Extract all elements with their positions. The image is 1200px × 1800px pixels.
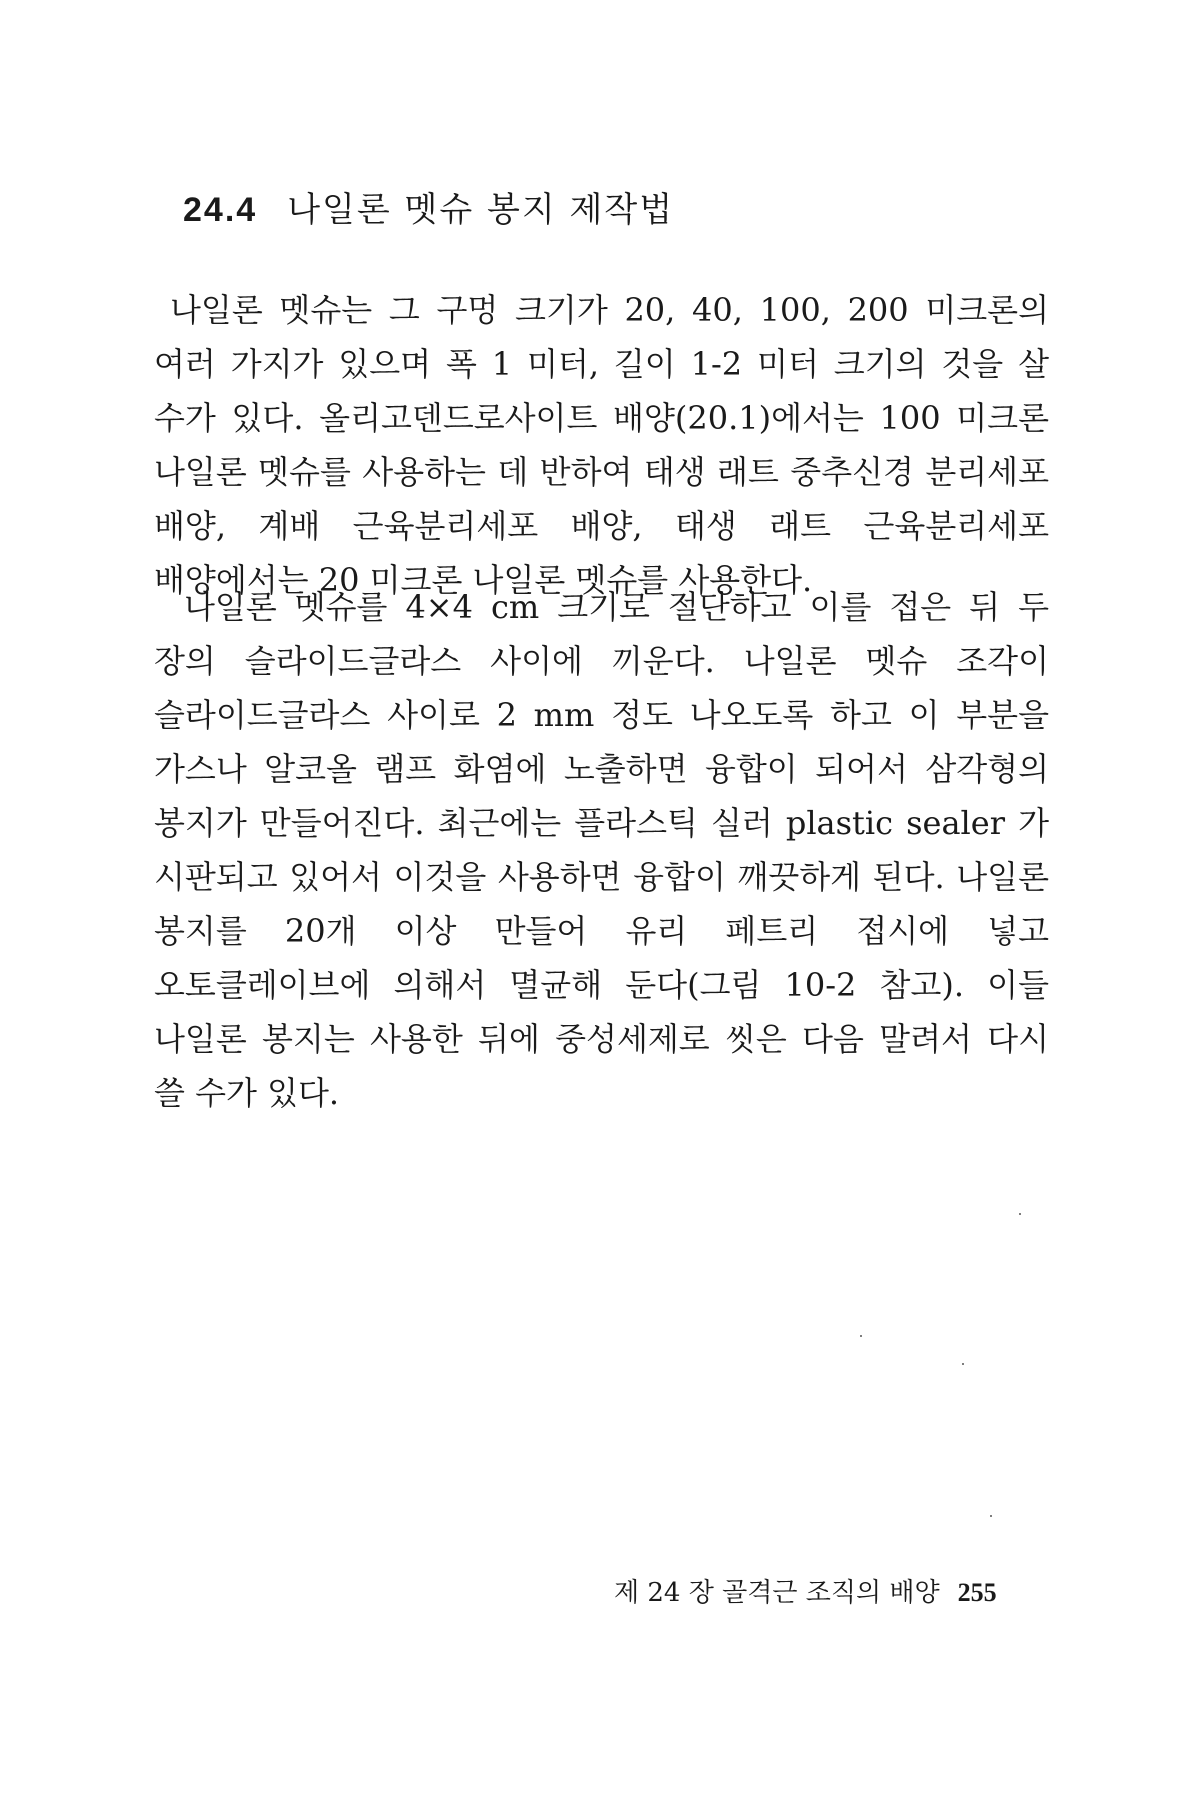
page-footer [614, 1572, 997, 1609]
page-number: 255 [957, 1578, 997, 1607]
section-heading [183, 182, 674, 231]
scan-speck [860, 1335, 862, 1337]
section-number: 24.4 [183, 191, 258, 229]
scan-speck [962, 1363, 964, 1365]
chapter-running-title: 제 24 장 골격근 조직의 배양 [614, 1578, 940, 1608]
section-title: 나일론 멧슈 봉지 제작법 [287, 190, 675, 230]
body-paragraph-1: 나일론 멧슈는 그 구멍 크기가 20, 40, 100, 200 미크론의 여러 가지가 있으며 폭 1 미터, 길이 1-2 미터 크기의 것을 살 수가 있다. 올리고덴드로사이트 배양(20.1)에서는 100 미크론 나일론 멧슈를 사용하는 데 반하여 태생 래트 중추신경 분리세포 배양, 계배 근육분리세포 배양, 태생 래트 근육분리세포 배양에서는 20 미크론 나일론 멧슈를 사용한다. [154, 291, 1049, 599]
scan-speck [990, 1515, 992, 1517]
scan-speck [1019, 1213, 1021, 1215]
body-paragraph-2: 나일론 멧슈를 4×4 cm 크기로 절단하고 이를 접은 뒤 두 장의 슬라이드글라스 사이에 끼운다. 나일론 멧슈 조각이 슬라이드글라스 사이로 2 mm 정도 나오도록 하고 이 부분을 가스나 알코올 램프 화염에 노출하면 융합이 되어서 삼각형의 봉지가 만들어진다. 최근에는 플라스틱 실러 plastic sealer 가 시판되고 있어서 이것을 사용하면 융합이 깨끗하게 된다. 나일론 봉지를 20개 이상 만들어 유리 페트리 접시에 넣고 오토클레이브에 의해서 멸균해 둔다(그림 10-2 참고). 이들 나일론 봉지는 사용한 뒤에 중성세제로 씻은 다음 말려서 다시 쓸 수가 있다. [154, 588, 1049, 1112]
